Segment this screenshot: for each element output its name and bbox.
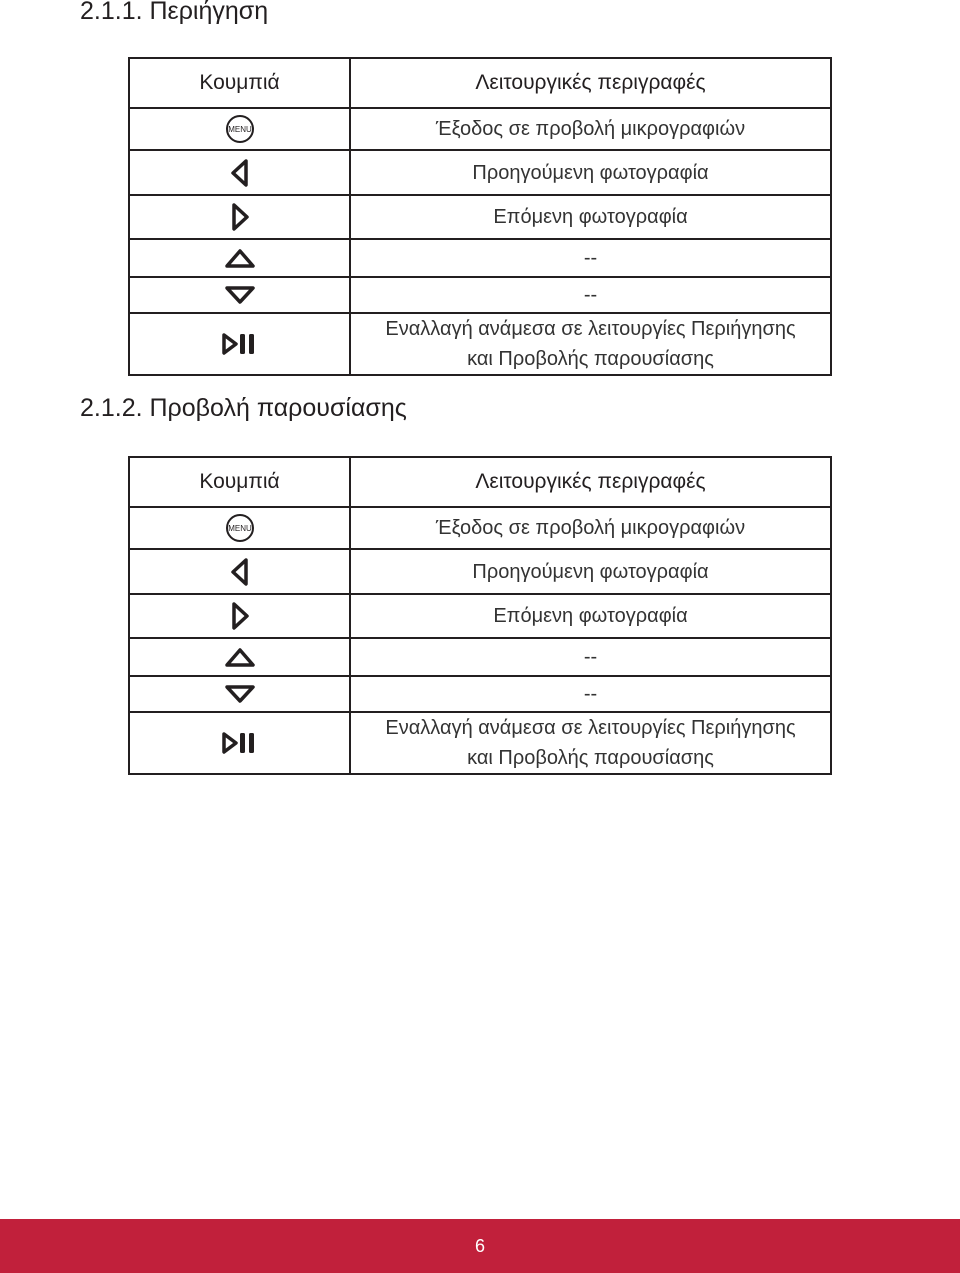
- right-arrow-icon: [228, 202, 252, 232]
- row-description-line2: και Προβολής παρουσίασης: [467, 747, 714, 769]
- section-heading-slideshow: 2.1.2. Προβολή παρουσίασης: [80, 394, 407, 422]
- table-header-row: [129, 58, 831, 108]
- icon-cell: [129, 313, 350, 375]
- row-description: --: [350, 277, 831, 313]
- table-row: [129, 594, 831, 638]
- icon-cell: [129, 239, 350, 277]
- icon-cell: [129, 108, 350, 150]
- icon-cell: [129, 638, 350, 676]
- browse-buttons-table: [128, 57, 832, 376]
- descriptions-column-header: Λειτουργικές περιγραφές: [350, 457, 831, 507]
- table-row: [129, 277, 831, 313]
- table-row: [129, 507, 831, 549]
- table-header-row: [129, 457, 831, 507]
- row-description: Επόμενη φωτογραφία: [350, 594, 831, 638]
- row-description: Προηγούμενη φωτογραφία: [350, 549, 831, 594]
- icon-cell: [129, 712, 350, 774]
- row-description-line1: Εναλλαγή ανάμεσα σε λειτουργίες Περιήγησης: [385, 318, 796, 340]
- page-number: 6: [474, 1236, 485, 1256]
- row-description: [350, 712, 831, 774]
- menu-icon-text: MENU: [227, 125, 252, 134]
- row-description-line2: και Προβολής παρουσίασης: [467, 348, 714, 370]
- icon-cell: [129, 150, 350, 195]
- row-description-line1: Εναλλαγή ανάμεσα σε λειτουργίες Περιήγησης: [385, 717, 796, 739]
- row-description: --: [350, 676, 831, 712]
- row-description: --: [350, 638, 831, 676]
- icon-cell: [129, 594, 350, 638]
- row-description: Επόμενη φωτογραφία: [350, 195, 831, 239]
- icon-cell: [129, 676, 350, 712]
- table-row: [129, 313, 831, 375]
- table-row: [129, 108, 831, 150]
- buttons-column-header: Κουμπιά: [129, 457, 350, 507]
- down-arrow-icon: [223, 284, 257, 306]
- row-description: [350, 313, 831, 375]
- buttons-column-header: Κουμπιά: [129, 58, 350, 108]
- play-pause-icon: [220, 730, 260, 756]
- right-arrow-icon: [228, 601, 252, 631]
- left-arrow-icon: [228, 557, 252, 587]
- icon-cell: [129, 507, 350, 549]
- table-row: [129, 676, 831, 712]
- icon-cell: [129, 277, 350, 313]
- table-row: [129, 150, 831, 195]
- icon-cell: [129, 195, 350, 239]
- slideshow-buttons-table: [128, 456, 832, 775]
- row-description: Έξοδος σε προβολή μικρογραφιών: [350, 108, 831, 150]
- left-arrow-icon: [228, 158, 252, 188]
- row-description: Έξοδος σε προβολή μικρογραφιών: [350, 507, 831, 549]
- play-pause-icon: [220, 331, 260, 357]
- menu-icon-text: MENU: [227, 524, 252, 533]
- table-row: [129, 239, 831, 277]
- menu-icon: [225, 114, 255, 144]
- table-row: [129, 638, 831, 676]
- table-row: [129, 195, 831, 239]
- descriptions-column-header: Λειτουργικές περιγραφές: [350, 58, 831, 108]
- up-arrow-icon: [223, 246, 257, 270]
- section-heading-browse: 2.1.1. Περιήγηση: [80, 0, 269, 25]
- table-row: [129, 712, 831, 774]
- footer-bar: [0, 1219, 960, 1273]
- row-description: Προηγούμενη φωτογραφία: [350, 150, 831, 195]
- icon-cell: [129, 549, 350, 594]
- row-description: --: [350, 239, 831, 277]
- down-arrow-icon: [223, 683, 257, 705]
- up-arrow-icon: [223, 645, 257, 669]
- table-row: [129, 549, 831, 594]
- menu-icon: [225, 513, 255, 543]
